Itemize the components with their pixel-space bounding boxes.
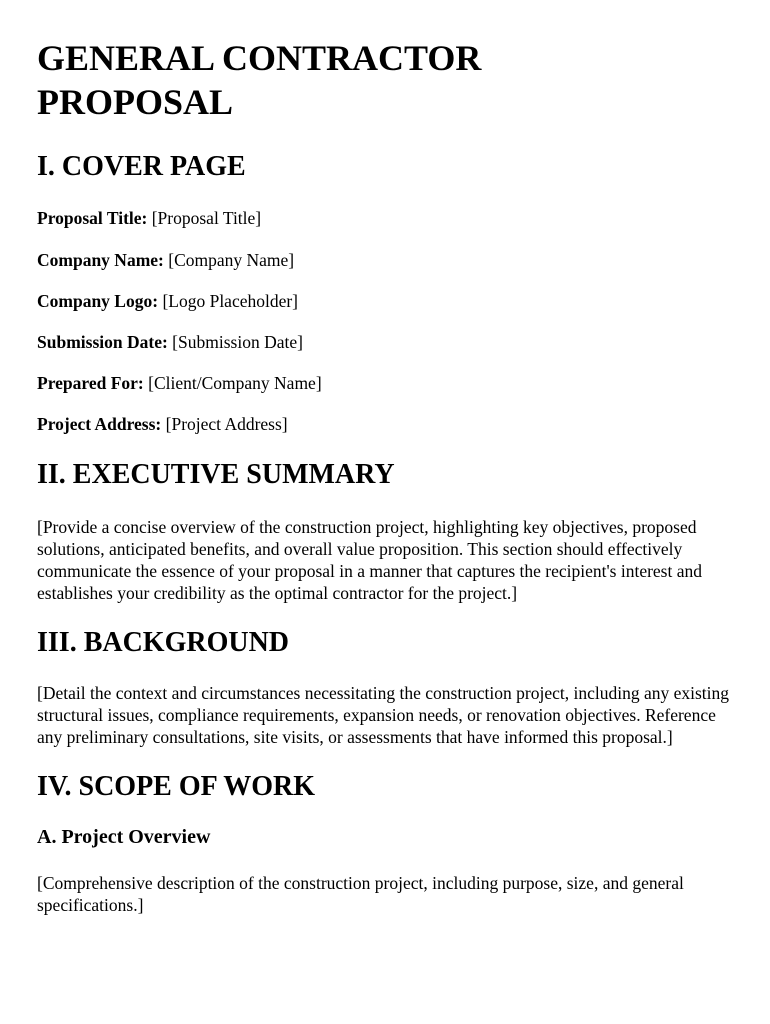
document-title: GENERAL CONTRACTOR PROPOSAL <box>37 38 482 122</box>
field-label: Prepared For: <box>37 373 144 393</box>
project-overview-body: [Comprehensive description of the construction project, including purpose, size, and general specifications.] <box>37 873 684 915</box>
field-label: Proposal Title: <box>37 208 148 228</box>
project-overview-heading: A. Project Overview <box>37 826 211 848</box>
executive-summary-body: [Provide a concise overview of the construction project, highlighting key objectives, proposed solutions, anticipated benefits, and overall value proposition. This section should effectively communicate the essence of your proposal in a manner that captures the recipient's interest and establishes your credibility as the optimal contractor for the project.] <box>37 517 702 603</box>
field-submission-date <box>37 332 730 353</box>
field-proposal-title <box>37 208 730 229</box>
scope-of-work-heading: IV. SCOPE OF WORK <box>37 771 315 802</box>
field-value: [Submission Date] <box>172 332 303 352</box>
field-label: Project Address: <box>37 414 162 434</box>
field-value: [Proposal Title] <box>151 208 262 228</box>
field-project-address <box>37 414 730 435</box>
field-label: Company Logo: <box>37 291 159 311</box>
field-value: [Client/Company Name] <box>148 373 322 393</box>
field-prepared-for <box>37 373 730 394</box>
background-heading: III. BACKGROUND <box>37 627 290 658</box>
field-label: Company Name: <box>37 250 164 270</box>
field-value: [Logo Placeholder] <box>162 291 299 311</box>
field-value: [Project Address] <box>165 414 288 434</box>
field-label: Submission Date: <box>37 332 168 352</box>
background-body: [Detail the context and circumstances necessitating the construction project, including any existing structural issues, compliance requirements, expansion needs, or renovation objectives. Reference any preliminary consultations, site visits, or assessments that have informed this proposal.] <box>37 683 730 747</box>
field-company-logo <box>37 291 730 312</box>
executive-summary-heading: II. EXECUTIVE SUMMARY <box>37 459 395 490</box>
cover-page-heading: I. COVER PAGE <box>37 151 246 182</box>
field-company-name <box>37 250 730 271</box>
field-value: [Company Name] <box>168 250 295 270</box>
